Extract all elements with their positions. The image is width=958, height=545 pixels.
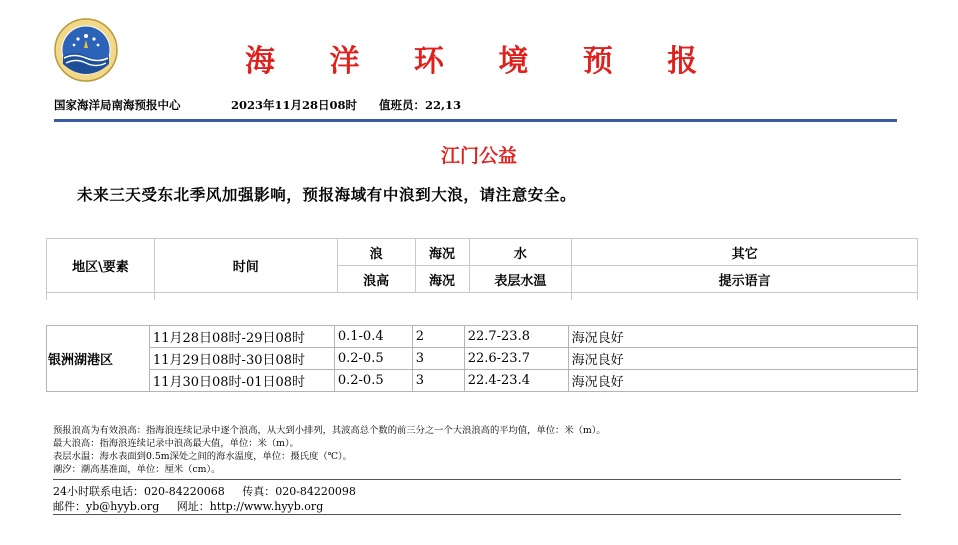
- sea-state-cell: 2: [412, 326, 464, 348]
- contact-website[interactable]: 网址：http://www.hyyb.org: [176, 500, 324, 513]
- header-divider: [54, 119, 897, 122]
- location-title: 江门公益: [440, 145, 517, 167]
- contact-phone: 24小时联系电话：020-84220068: [53, 485, 225, 498]
- wave-height-cell: 0.2-0.5: [334, 370, 412, 392]
- time-cell: 11月29日08时-30日08时: [149, 348, 334, 370]
- subheader-sea-state: 海况: [415, 266, 469, 293]
- note-line: 表层水温：海水表面到0.5m深处之间的海水温度，单位：摄氏度（℃）。: [53, 451, 352, 462]
- surface-temp-cell: 22.4-23.4: [464, 370, 568, 392]
- time-cell: 11月30日08时-01日08时: [149, 370, 334, 392]
- agency-emblem-icon: [54, 18, 118, 82]
- subheader-surface-temp: 表层水温: [469, 266, 572, 293]
- hint-cell: 海况良好: [568, 326, 917, 348]
- definitions-notes: [53, 424, 606, 476]
- report-title: 海 洋 环 境 预 报: [245, 44, 720, 79]
- note-line: 预报浪高为有效浪高：指海浪连续记录中逐个浪高，从大到小排列，其波高总个数的前三分之一个大浪浪高的平均值，单位：米（m）。: [53, 425, 606, 436]
- note-line: 最大浪高：指海浪连续记录中浪高最大值，单位：米（m）。: [53, 438, 299, 449]
- table-row: [47, 348, 918, 370]
- subheader-wave-height: 浪高: [337, 266, 415, 293]
- header-sea: 海况: [415, 239, 469, 266]
- duty-officer: 值班员：22,13: [379, 98, 462, 112]
- time-cell: 11月28日08时-29日08时: [149, 326, 334, 348]
- surface-temp-cell: 22.7-23.8: [464, 326, 568, 348]
- footer-divider-top: [53, 479, 901, 480]
- sea-state-cell: 3: [412, 348, 464, 370]
- table-row: [47, 370, 918, 392]
- wave-height-cell: 0.1-0.4: [334, 326, 412, 348]
- header-wave: 浪: [337, 239, 415, 266]
- forecast-headline: 未来三天受东北季风加强影响，预报海域有中浪到大浪，请注意安全。: [77, 185, 577, 204]
- forecast-table-body: [46, 325, 918, 392]
- subheader-hint: 提示语言: [572, 266, 918, 293]
- issuing-organization: 国家海洋局南海预报中心: [54, 98, 181, 112]
- wave-height-cell: 0.2-0.5: [334, 348, 412, 370]
- header-time: 时间: [154, 239, 337, 293]
- table-row: [47, 326, 918, 348]
- footer-divider-bottom: [53, 514, 901, 515]
- contact-line-phone: [53, 483, 356, 499]
- region-cell: 银洲湖港区: [47, 326, 150, 392]
- clipped-row-artifact: [46, 292, 918, 300]
- hint-cell: 海况良好: [568, 370, 917, 392]
- contact-line-web: [53, 498, 323, 514]
- header-region: 地区\要素: [47, 239, 155, 293]
- contact-fax: 传真：020-84220098: [242, 485, 356, 498]
- forecast-table-header: [46, 238, 918, 293]
- surface-temp-cell: 22.6-23.7: [464, 348, 568, 370]
- note-line: 潮汐：潮高基准面，单位：厘米（cm）。: [53, 464, 221, 475]
- header-other: 其它: [572, 239, 918, 266]
- sea-state-cell: 3: [412, 370, 464, 392]
- hint-cell: 海况良好: [568, 348, 917, 370]
- issue-datetime: 2023年11月28日08时: [231, 98, 358, 112]
- contact-email[interactable]: 邮件：yb@hyyb.org: [53, 500, 160, 513]
- header-water: 水: [469, 239, 572, 266]
